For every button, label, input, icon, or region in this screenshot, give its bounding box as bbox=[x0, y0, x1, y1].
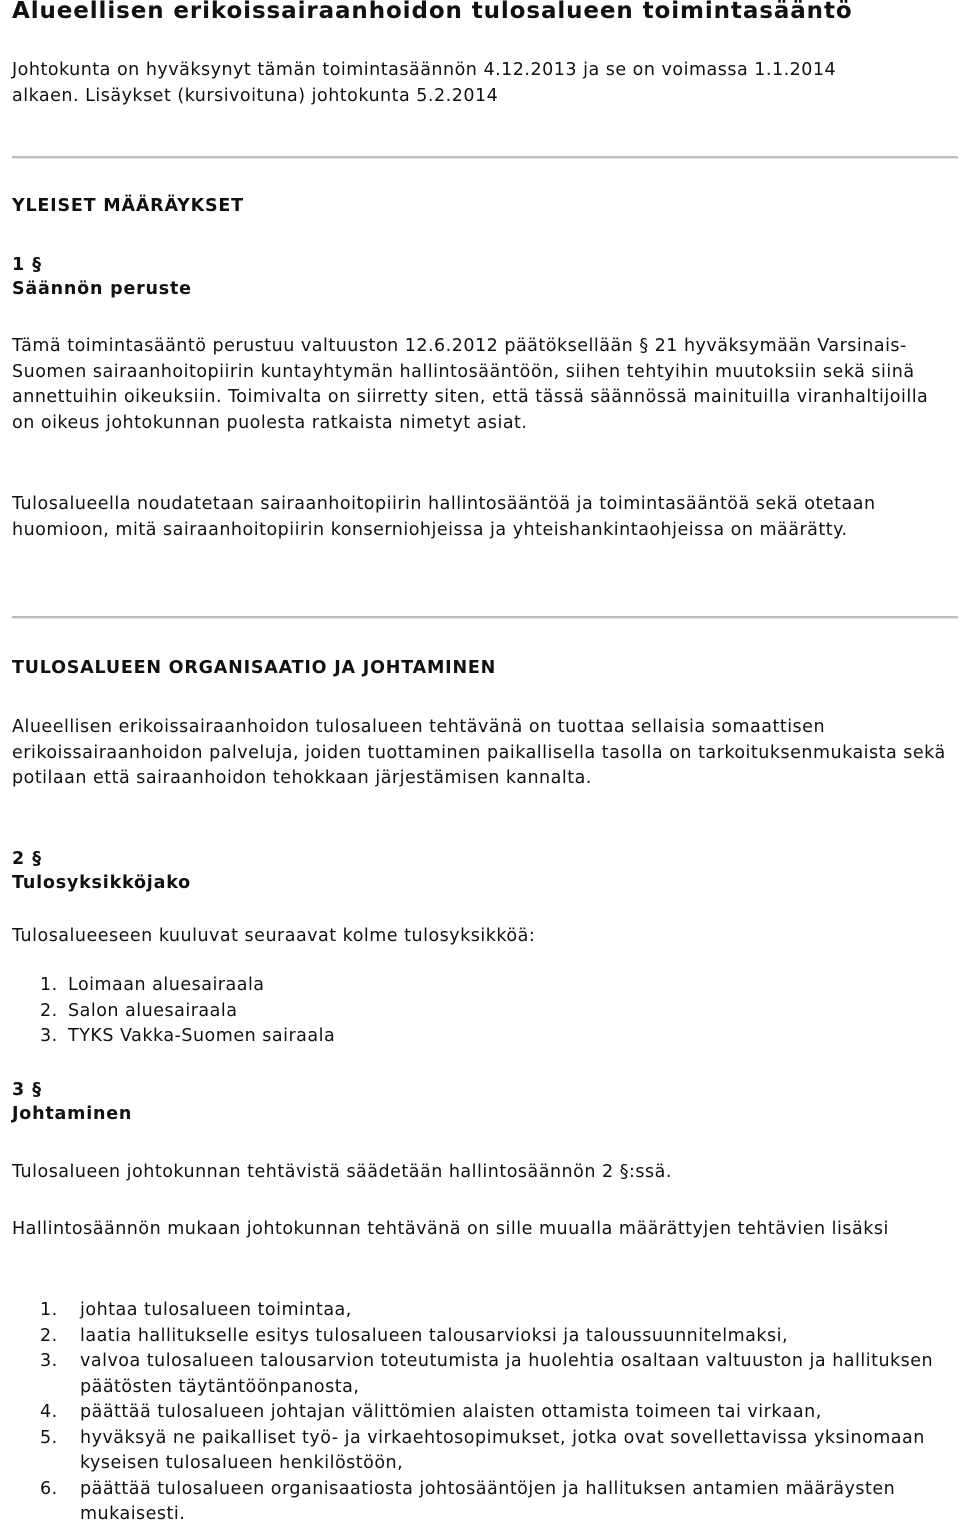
list-number: 1. bbox=[40, 975, 58, 995]
list-text: päättää tulosalueen organisaatiosta johtosääntöjen ja hallituksen antamien määräysten mukaisesti. bbox=[80, 1478, 896, 1524]
list-item bbox=[12, 1324, 942, 1350]
list-number: 2. bbox=[40, 1325, 58, 1346]
section-3-paragraph-2: Hallintosäännön mukaan johtokunnan tehtävänä on sille muualla määrättyjen tehtävien lisäksi bbox=[12, 1219, 889, 1239]
general-heading: YLEISET MÄÄRÄYKSET bbox=[12, 196, 244, 216]
list-item bbox=[12, 1400, 942, 1426]
section-number: 2 bbox=[12, 849, 25, 869]
list-item bbox=[12, 1477, 942, 1528]
list-text: Loimaan aluesairaala bbox=[68, 975, 265, 995]
list-number: 6. bbox=[40, 1478, 58, 1499]
list-text: hyväksyä ne paikalliset työ- ja virkaehtosopimukset, jotka ovat sovellettavissa yksinomaan kyseisen tulosalueen henkilöstöön, bbox=[80, 1427, 925, 1473]
list-item bbox=[12, 999, 335, 1025]
list-number: 2. bbox=[40, 1000, 58, 1021]
list-item bbox=[12, 973, 335, 999]
section-3-title: Johtaminen bbox=[12, 1104, 133, 1124]
section-1-paragraph-1: Tämä toimintasääntö perustuu valtuuston 12.6.2012 päätöksellään § 21 hyväksymään Varsinais-Suomen sairaanhoitopiirin kuntayhtymän hallintosääntöön, siihen tehtyihin muutoksiin sekä siinä annettuihin oikeuksiin. Toimivalta on siirretty siten, että tässä säännössä mainituilla viranhaltijoilla on oikeus johtokunnan puolesta ratkaista nimetyt asiat. bbox=[12, 336, 929, 433]
list-text: TYKS Vakka-Suomen sairaala bbox=[68, 1026, 336, 1046]
section-3-paragraph-1: Tulosalueen johtokunnan tehtävistä säädetään hallintosäännön 2 §:ssä. bbox=[12, 1162, 672, 1182]
section-number: 3 bbox=[12, 1080, 25, 1100]
document-title: Alueellisen erikoissairaanhoidon tulosalueen toimintasääntö bbox=[12, 0, 853, 24]
list-text: päättää tulosalueen johtajan välittömien alaisten ottamista toimeen tai virkaan, bbox=[80, 1402, 822, 1422]
intro-line-1: Johtokunta on hyväksynyt tämän toimintasäännön 4.12.2013 ja se on voimassa 1.1.2014 bbox=[12, 60, 837, 80]
list-item bbox=[12, 1426, 942, 1477]
section-1-title: Säännön peruste bbox=[12, 279, 192, 299]
section-symbol: § bbox=[32, 1080, 41, 1100]
list-text: laatia hallitukselle esitys tulosalueen talousarvioksi ja taloussuunnitelmaksi, bbox=[80, 1325, 789, 1346]
section-symbol: § bbox=[32, 255, 41, 275]
list-number: 3. bbox=[40, 1351, 58, 1371]
organization-heading: TULOSALUEEN ORGANISAATIO JA JOHTAMINEN bbox=[12, 658, 497, 678]
tulosyksikko-list bbox=[12, 973, 335, 1050]
section-1-paragraph-2: Tulosalueella noudatetaan sairaanhoitopiirin hallintosääntöä ja toimintasääntöä sekä otetaan huomioon, mitä sairaanhoitopiirin konserniohjeissa ja yhteishankintaohjeissa on määrätty. bbox=[12, 494, 876, 540]
duties-list bbox=[12, 1298, 942, 1528]
list-text: johtaa tulosalueen toimintaa, bbox=[80, 1300, 352, 1320]
list-item bbox=[12, 1349, 942, 1400]
divider bbox=[12, 156, 958, 159]
section-2-number bbox=[12, 847, 41, 872]
section-2-intro: Tulosalueeseen kuuluvat seuraavat kolme tulosyksikköä: bbox=[12, 926, 536, 946]
section-1-number bbox=[12, 253, 41, 278]
section-2-title: Tulosyksikköjako bbox=[12, 873, 191, 893]
organization-paragraph: Alueellisen erikoissairaanhoidon tulosalueen tehtävänä on tuottaa sellaisia somaattisen erikoissairaanhoidon palveluja, joiden tuottaminen paikallisella tasolla on tarkoituksenmukaista sekä potilaan että sairaanhoidon tehokkaan järjestämisen kannalta. bbox=[12, 717, 946, 788]
list-text: Salon aluesairaala bbox=[68, 1000, 238, 1021]
divider bbox=[12, 616, 958, 619]
list-item bbox=[12, 1024, 335, 1050]
list-number: 1. bbox=[40, 1300, 58, 1320]
list-number: 5. bbox=[40, 1427, 58, 1448]
list-item bbox=[12, 1298, 942, 1324]
section-number: 1 bbox=[12, 255, 25, 275]
intro-line-2: alkaen. Lisäykset (kursivoituna) johtokunta 5.2.2014 bbox=[12, 86, 499, 106]
list-text: valvoa tulosalueen talousarvion toteutumista ja huolehtia osaltaan valtuuston ja hallituksen päätösten täytäntöönpanosta, bbox=[80, 1351, 934, 1397]
list-number: 3. bbox=[40, 1026, 58, 1046]
list-number: 4. bbox=[40, 1402, 58, 1422]
section-symbol: § bbox=[32, 849, 41, 869]
section-3-number bbox=[12, 1078, 41, 1103]
